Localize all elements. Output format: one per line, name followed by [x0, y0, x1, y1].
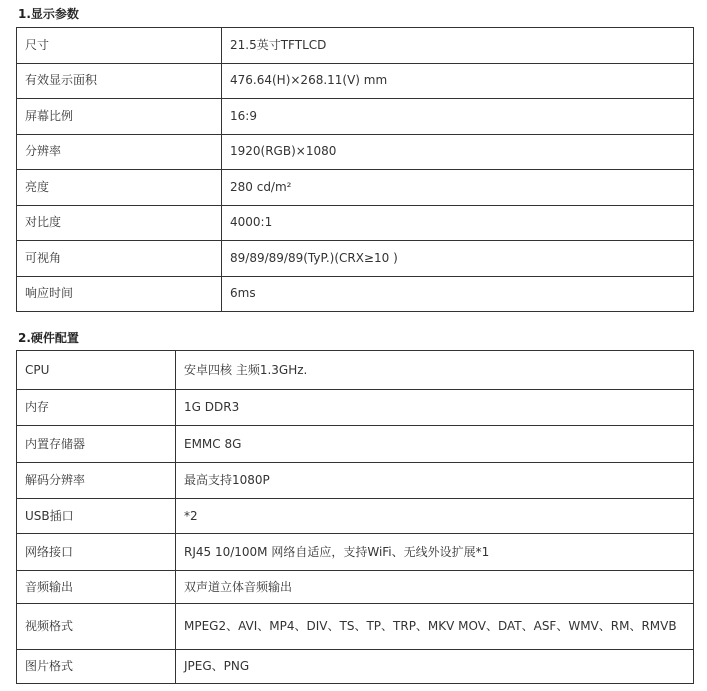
row-label: 内置存储器 [17, 426, 176, 463]
table-row [17, 390, 694, 426]
row-label: 亮度 [17, 170, 222, 206]
table-row [17, 499, 694, 534]
row-label: 对比度 [17, 205, 222, 241]
row-value: 安卓四核 主频1.3GHz. [176, 351, 694, 390]
row-value: 1G DDR3 [176, 390, 694, 426]
row-label: 屏幕比例 [17, 99, 222, 135]
hardware-config-table [16, 350, 694, 684]
row-label: CPU [17, 351, 176, 390]
row-value: 最高支持1080P [176, 463, 694, 499]
row-label: 有效显示面积 [17, 63, 222, 99]
table-row [17, 463, 694, 499]
row-value: 4000:1 [222, 205, 694, 241]
table-row [17, 134, 694, 170]
row-label: USB插口 [17, 499, 176, 534]
row-value: JPEG、PNG [176, 650, 694, 684]
section-title-hardware: 2.硬件配置 [18, 331, 79, 345]
table-row [17, 205, 694, 241]
row-value: *2 [176, 499, 694, 534]
table-row [17, 426, 694, 463]
row-value: MPEG2、AVI、MP4、DIV、TS、TP、TRP、MKV MOV、DAT、ASF、WMV、RM、RMVB [176, 604, 694, 650]
row-label: 图片格式 [17, 650, 176, 684]
table-row [17, 276, 694, 312]
row-value: 6ms [222, 276, 694, 312]
row-label: 解码分辨率 [17, 463, 176, 499]
row-label: 尺寸 [17, 28, 222, 64]
table-row [17, 28, 694, 64]
row-label: 音频输出 [17, 571, 176, 604]
table-row [17, 99, 694, 135]
row-label: 分辨率 [17, 134, 222, 170]
row-value: 双声道立体音频输出 [176, 571, 694, 604]
table-row [17, 170, 694, 206]
table-row [17, 63, 694, 99]
table-row [17, 351, 694, 390]
row-label: 视频格式 [17, 604, 176, 650]
row-label: 响应时间 [17, 276, 222, 312]
table-row [17, 534, 694, 571]
table-row [17, 241, 694, 277]
row-value: 89/89/89/89(TyP.)(CRX≥10 ) [222, 241, 694, 277]
row-label: 网络接口 [17, 534, 176, 571]
display-params-table [16, 27, 694, 312]
table-row [17, 604, 694, 650]
table-row [17, 650, 694, 684]
row-value: 476.64(H)×268.11(V) mm [222, 63, 694, 99]
row-value: EMMC 8G [176, 426, 694, 463]
row-label: 可视角 [17, 241, 222, 277]
table-row [17, 571, 694, 604]
row-value: 280 cd/m² [222, 170, 694, 206]
row-value: 1920(RGB)×1080 [222, 134, 694, 170]
section-title-display: 1.显示参数 [18, 7, 79, 21]
row-value: 21.5英寸TFTLCD [222, 28, 694, 64]
row-value: RJ45 10/100M 网络自适应，支持WiFi、无线外设扩展*1 [176, 534, 694, 571]
row-label: 内存 [17, 390, 176, 426]
row-value: 16:9 [222, 99, 694, 135]
